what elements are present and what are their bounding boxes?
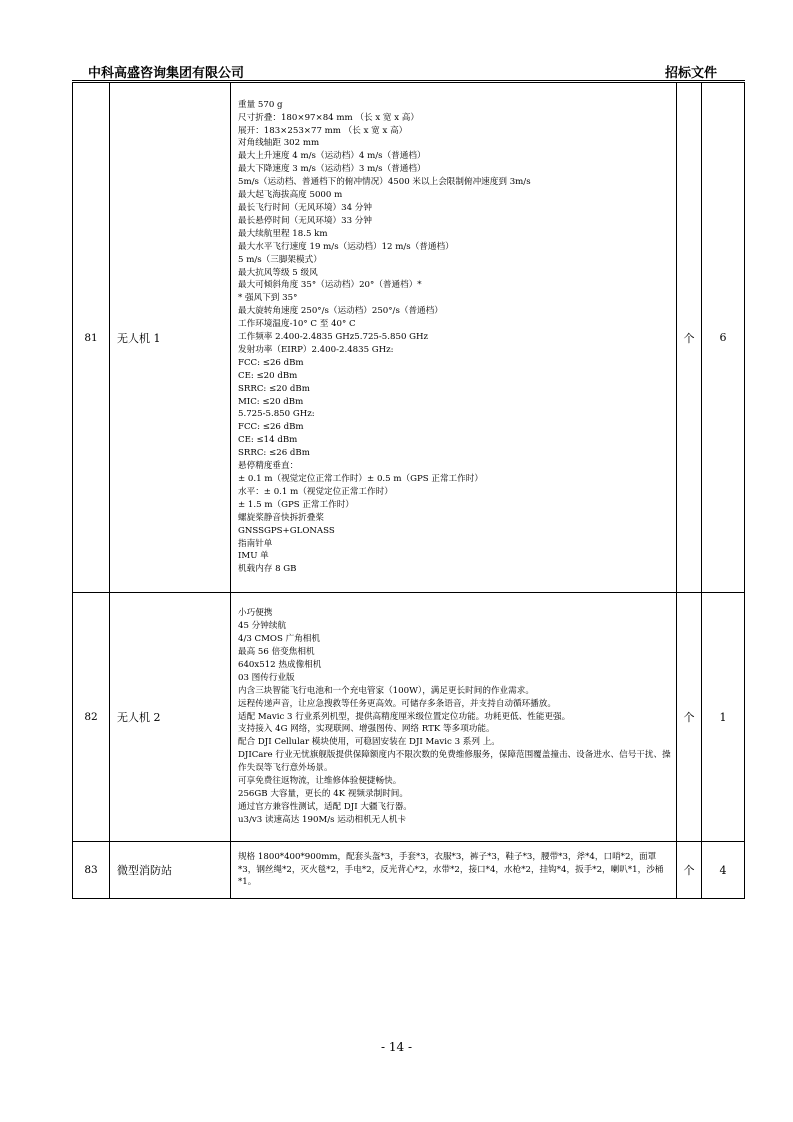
item-unit: 个 (677, 593, 702, 842)
spec-line: 工作频率 2.400-2.4835 GHz5.725-5.850 GHz (238, 332, 429, 343)
item-quantity: 6 (702, 83, 745, 593)
spec-line: 展开：183×253×77 mm （长 x 宽 x 高） (238, 125, 408, 136)
spec-line: 最长悬停时间（无风环境）33 分钟 (238, 215, 372, 226)
spec-line: 256GB 大容量，更长的 4K 视频录制时间。 (238, 788, 408, 799)
row-index: 83 (73, 842, 110, 899)
spec-line: 发射功率（EIRP）2.400-2.4835 GHz: (238, 344, 394, 355)
spec-line: 45 分钟续航 (238, 621, 287, 632)
spec-line: 5 m/s（三脚架模式） (238, 254, 322, 265)
spec-line: 通过官方兼容性测试，适配 DJI 大疆飞行器。 (238, 801, 412, 812)
spec-line: 重量 570 g (238, 99, 283, 110)
spec-line: 最大抗风等级 5 级风 (238, 267, 318, 278)
row-index: 82 (73, 593, 110, 842)
spec-line: FCC: ≤26 dBm (238, 422, 304, 433)
spec-line: GNSSGPS+GLONASS (238, 525, 335, 536)
spec-line: 5.725-5.850 GHz: (238, 409, 315, 420)
table-row (73, 842, 745, 899)
spec-line: DJICare 行业无忧旗舰版提供保障额度内不限次数的免费维修服务，保障范围覆盖撞击、设备进水、信号干扰、操作失误等飞行意外场景。 (238, 750, 671, 774)
spec-line: 配合 DJI Cellular 模块使用，可稳固安装在 DJI Mavic 3 系列 上。 (238, 737, 500, 748)
spec-line: * 强风下到 35° (238, 293, 298, 304)
spec-line: 4/3 CMOS 广角相机 (238, 634, 320, 645)
item-unit: 个 (677, 842, 702, 899)
item-unit: 个 (677, 83, 702, 593)
item-spec (231, 593, 677, 842)
page-header (72, 62, 745, 82)
spec-line: 小巧便携 (238, 608, 273, 619)
item-spec (231, 842, 677, 899)
spec-line: 可享免费往返物流，让维修体验便捷畅快。 (238, 776, 402, 787)
spec-line: 适配 Mavic 3 行业系列机型，提供高精度厘米级位置定位功能。功耗更低、性能更强。 (238, 711, 571, 722)
spec-line: 最大上升速度 4 m/s（运动档）4 m/s（普通档） (238, 151, 426, 162)
spec-line: 最大续航里程 18.5 km (238, 228, 328, 239)
spec-table (72, 82, 745, 899)
company-name: 中科高盛咨询集团有限公司 (88, 66, 245, 81)
table-row (73, 83, 745, 593)
spec-line: 03 图传行业版 (238, 672, 295, 683)
spec-line: CE: ≤14 dBm (238, 435, 298, 446)
spec-line: 5m/s（运动档、普通档下的俯冲情况）4500 米以上会限制俯冲速度到 3m/s (238, 177, 531, 188)
spec-line: 指南针单 (238, 538, 273, 549)
spec-line: 640x512 热成像相机 (238, 659, 322, 670)
item-spec (231, 83, 677, 593)
spec-line: 支持接入 4G 网络，实现联网、增强图传、网络 RTK 等多项功能。 (238, 724, 495, 735)
spec-line: ± 1.5 m（GPS 正常工作时） (238, 499, 354, 510)
spec-line: 最高 56 倍变焦相机 (238, 647, 315, 658)
spec-line: 最大下降速度 3 m/s（运动档）3 m/s（普通档） (238, 164, 426, 175)
spec-line: u3/v3 读速高达 190M/s 运动相机无人机卡 (238, 814, 407, 825)
spec-line: 机载内存 8 GB (238, 564, 297, 575)
table-row (73, 593, 745, 842)
spec-line: CE: ≤20 dBm (238, 370, 298, 381)
spec-line: 螺旋桨静音快拆折叠桨 (238, 512, 324, 523)
spec-line: IMU 单 (238, 551, 269, 562)
spec-line: 远程传递声音，让应急搜救等任务更高效。可储存多条语音，并支持自动循环播放。 (238, 698, 556, 709)
spec-line: ± 0.1 m（视觉定位正常工作时）± 0.5 m（GPS 正常工作时） (238, 474, 483, 485)
spec-line: 最大可倾斜角度 35°（运动档）20°（普通档）* (238, 280, 422, 291)
spec-line: SRRC: ≤26 dBm (238, 448, 310, 459)
document-type: 招标文件 (664, 66, 717, 81)
spec-line: 尺寸折叠：180×97×84 mm （长 x 宽 x 高） (238, 112, 419, 123)
spec-line: 对角线轴距 302 mm (238, 138, 320, 149)
spec-line: MIC: ≤20 dBm (238, 396, 304, 407)
spec-line: 最大旋转角速度 250°/s（运动档）250°/s（普通档） (238, 306, 443, 317)
spec-line: SRRC: ≤20 dBm (238, 383, 310, 394)
spec-line: FCC: ≤26 dBm (238, 357, 304, 368)
item-name: 无人机 2 (110, 593, 231, 842)
item-quantity: 1 (702, 593, 745, 842)
spec-line: 水平：± 0.1 m（视觉定位正常工作时） (238, 486, 393, 497)
spec-line: 悬停精度垂直： (238, 461, 299, 472)
row-index: 81 (73, 83, 110, 593)
spec-line: 最大水平飞行速度 19 m/s（运动档）12 m/s（普通档） (238, 241, 454, 252)
spec-line: 内含三块智能飞行电池和一个充电管家（100W），满足更长时间的作业需求。 (238, 685, 534, 696)
item-name: 微型消防站 (110, 842, 231, 899)
item-quantity: 4 (702, 842, 745, 899)
page-number: - 14 - (380, 1040, 412, 1054)
spec-line: 规格 1800*400*900mm，配套头盔*3，手套*3，衣服*3，裤子*3，鞋子*3，腰带*3，斧*4，口哨*2，面罩*3，钢丝绳*2，灭火毯*2，手电*2，反光背心*2，水带*2，接口*4，水枪*2，挂钩*4，扳手*2，喇叭*1，沙桶*1。 (238, 851, 664, 888)
spec-line: 工作环境温度-10° C 至 40° C (238, 319, 356, 330)
item-name: 无人机 1 (110, 83, 231, 593)
spec-line: 最大起飞海拔高度 5000 m (238, 190, 343, 201)
spec-line: 最长飞行时间（无风环境）34 分钟 (238, 202, 372, 213)
header-divider (72, 80, 745, 81)
